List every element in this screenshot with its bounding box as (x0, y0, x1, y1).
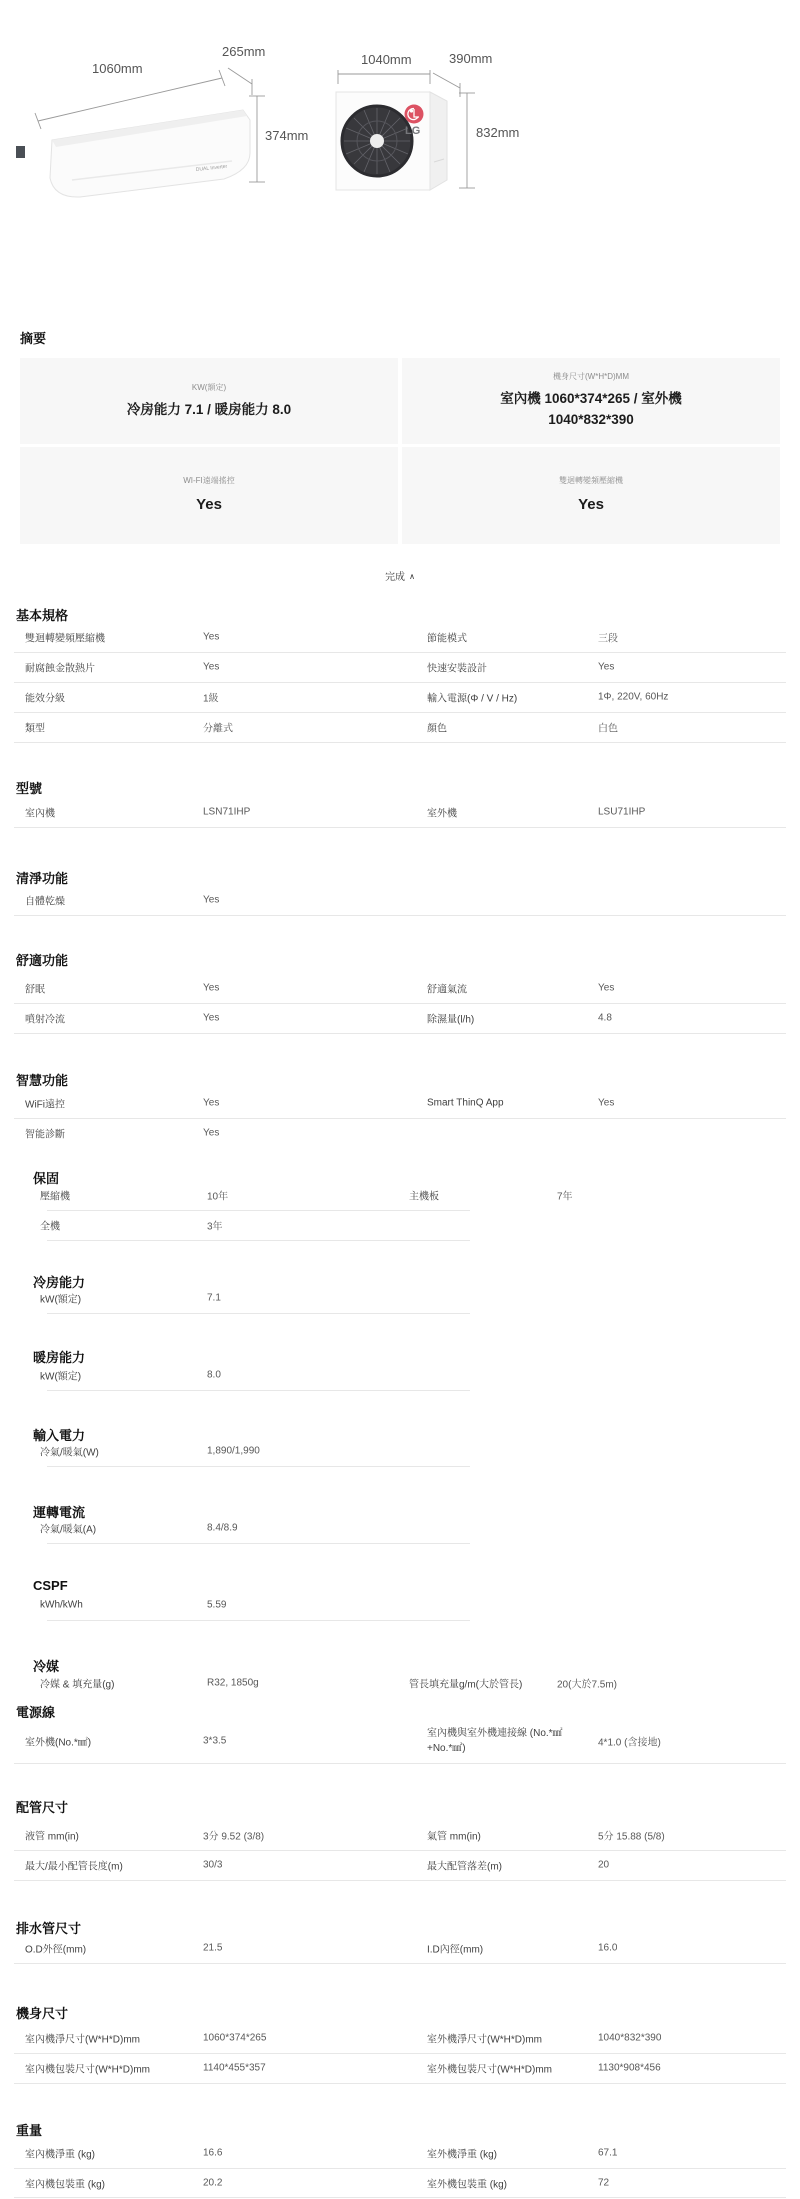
spec-label: 噴射冷流 (25, 1014, 65, 1026)
spec-value: 8.0 (207, 1369, 221, 1381)
row-divider (14, 2083, 786, 2084)
collapse-label: 完成 (385, 572, 406, 583)
summary-cell-compressor (402, 447, 780, 544)
spec-label: 室外機(No.*㎟) (25, 1737, 92, 1748)
spec-row-basic-3 (0, 712, 800, 742)
spec-row-cspf-0 (0, 1590, 800, 1620)
spec-value: 72 (598, 2177, 610, 2188)
spec-label: 舒適氣流 (427, 984, 467, 996)
section-title-clean: 清淨功能 (16, 871, 69, 886)
spec-label: 輸入電源(Φ / V / Hz) (427, 693, 518, 705)
section-title-warranty: 保固 (33, 1171, 60, 1186)
row-divider (14, 2197, 786, 2198)
spec-label: 除濕量(l/h) (427, 1014, 475, 1026)
spec-row-model-0 (0, 797, 800, 827)
spec-row-basic-1 (0, 652, 800, 682)
summary-cell-label: 機身尺寸(W*H*D)MM (553, 372, 629, 382)
spec-value: 1級 (203, 693, 219, 705)
spec-value: Yes (203, 1127, 220, 1139)
section-title-cspf: CSPF (33, 1578, 68, 1593)
summary-cell-value: 冷房能力 7.1 / 暖房能力 8.0 (126, 401, 292, 417)
outdoor-fan-hub (370, 134, 384, 148)
section-title-comfort: 舒適功能 (16, 953, 69, 968)
row-divider (47, 1390, 470, 1391)
lg-logo-text: LG (405, 125, 421, 137)
spec-value: 1130*908*456 (598, 2062, 661, 2074)
spec-label: O.D外徑(mm) (25, 1944, 87, 1956)
spec-label: 快速安裝設計 (427, 663, 487, 675)
spec-label: 室內機包裝尺寸(W*H*D)mm (25, 2064, 150, 2076)
section-title-basic: 基本規格 (16, 608, 69, 623)
product-images (0, 0, 800, 250)
spec-value: 1140*455*357 (203, 2062, 266, 2074)
spec-value: 三段 (598, 633, 618, 645)
indoor-width-label: 1060mm (92, 61, 143, 76)
outdoor-width-label: 1040mm (361, 52, 412, 67)
spec-label: 主機板 (409, 1191, 439, 1203)
spec-value: Yes (203, 982, 220, 994)
spec-value: R32, 1850g (207, 1677, 259, 1689)
spec-label: 顏色 (427, 723, 447, 735)
spec-label: 室外機 (427, 808, 457, 820)
spec-row-drain-0 (0, 1933, 800, 1963)
spec-label: 類型 (25, 723, 45, 735)
spec-label: 室外機包裝重 (kg) (427, 2179, 507, 2190)
spec-value: Yes (598, 1097, 615, 1109)
row-divider (14, 1880, 786, 1881)
spec-row-power-0 (0, 1436, 800, 1466)
spec-row-comfort-1 (0, 1003, 800, 1033)
row-divider (14, 742, 786, 743)
spec-label: kW(額定) (40, 1294, 82, 1306)
spec-label: 智能診斷 (25, 1129, 65, 1141)
spec-label: 自體乾燥 (25, 896, 65, 908)
spec-label: 節能模式 (427, 633, 467, 645)
section-title-weight: 重量 (16, 2123, 43, 2138)
spec-value: 20(大於7.5m) (557, 1679, 618, 1691)
spec-value: Yes (598, 661, 615, 673)
spec-row-clean-0 (0, 885, 800, 915)
dual-inverter-badge: DUAL Inverter (195, 163, 228, 173)
summary-cell-capacity (20, 358, 398, 444)
summary-cell-value: 室內機 1060*374*265 / 室外機 1040*832*390 (500, 391, 682, 427)
spec-value: 1060*374*265 (203, 2032, 267, 2044)
section-title-cord: 電源線 (16, 1705, 56, 1720)
indoor-unit-body (50, 110, 250, 197)
row-divider (47, 1313, 470, 1314)
section-title-model: 型號 (16, 781, 43, 796)
row-divider (14, 827, 786, 828)
spec-value: 3分 9.52 (3/8) (203, 1831, 265, 1843)
section-title-heating: 暖房能力 (33, 1350, 86, 1365)
row-divider (47, 1466, 470, 1467)
spec-row-smart-1 (0, 1118, 800, 1148)
spec-label: 室外機淨重 (kg) (427, 2149, 497, 2161)
spec-value: 30/3 (203, 1859, 223, 1871)
spec-value: 白色 (598, 723, 618, 735)
spec-label: 室外機淨尺寸(W*H*D)mm (427, 2034, 542, 2046)
spec-row-basic-2 (0, 682, 800, 712)
spec-label: 室內機 (25, 808, 55, 820)
chevron-up-icon: ∧ (409, 572, 415, 581)
spec-label: 室外機包裝尺寸(W*H*D)mm (427, 2064, 552, 2076)
spec-label: 全機 (40, 1221, 60, 1233)
spec-label: 室內機淨尺寸(W*H*D)mm (25, 2034, 140, 2046)
section-title-drain: 排水管尺寸 (16, 1921, 82, 1936)
spec-label: 冷媒 & 填充量(g) (40, 1679, 115, 1691)
section-title-refrigerant: 冷媒 (33, 1659, 60, 1674)
spec-value: 4*1.0 (含接地) (598, 1737, 661, 1748)
spec-label: kWh/kWh (40, 1599, 83, 1611)
spec-label: Smart ThinQ App (427, 1097, 504, 1109)
spec-label: 室內機與室外機連接線 (No.*㎟+No.*㎟) (427, 1727, 563, 1754)
spec-row-smart-0 (0, 1088, 800, 1118)
spec-row-piping-1 (0, 1850, 800, 1880)
spec-value: Yes (203, 1012, 220, 1024)
row-divider (14, 1963, 786, 1964)
row-divider (47, 1620, 470, 1621)
section-title-piping: 配管尺寸 (16, 1800, 69, 1815)
spec-label: WiFi遠控 (25, 1099, 65, 1111)
spec-value: Yes (598, 982, 615, 994)
spec-value: 7年 (557, 1191, 573, 1203)
outdoor-depth-label: 390mm (449, 51, 493, 66)
indoor-depth-label: 265mm (222, 44, 266, 59)
spec-value: 67.1 (598, 2147, 618, 2159)
spec-row-weight-0 (0, 2138, 800, 2168)
row-divider (14, 915, 786, 916)
spec-row-heating-0 (0, 1360, 800, 1390)
spec-row-refrigerant-0 (0, 1668, 800, 1698)
spec-label: 雙迴轉變頻壓縮機 (25, 633, 105, 645)
spec-value: 3年 (207, 1221, 223, 1233)
spec-row-warranty-0 (0, 1180, 800, 1210)
collapse-button[interactable] (0, 568, 800, 583)
spec-value: LSU71IHP (598, 806, 646, 818)
spec-label: 冷氣/暖氣(A) (40, 1524, 97, 1536)
spec-value: 20 (598, 1859, 610, 1871)
spec-value: 5分 15.88 (5/8) (598, 1831, 665, 1843)
row-divider (47, 1543, 470, 1544)
spec-value: 1Φ, 220V, 60Hz (598, 691, 669, 703)
spec-value: 10年 (207, 1191, 229, 1203)
row-divider (14, 1763, 786, 1764)
spec-value: Yes (203, 894, 220, 906)
spec-label: 耐腐蝕金散熱片 (25, 663, 95, 675)
spec-value: 1040*832*390 (598, 2032, 662, 2044)
spec-label: 室內機淨重 (kg) (25, 2149, 95, 2161)
summary-cell-label: 雙迴轉變頻壓縮機 (559, 475, 623, 485)
spec-value: 7.1 (207, 1292, 221, 1304)
spec-value: 20.2 (203, 2177, 223, 2188)
spec-value: 4.8 (598, 1012, 612, 1024)
summary-cell-wifi (20, 447, 398, 544)
spec-label: 液管 mm(in) (25, 1831, 79, 1843)
spec-row-comfort-0 (0, 973, 800, 1003)
spec-value: 3*3.5 (203, 1735, 227, 1746)
spec-label: 能效分級 (25, 693, 65, 705)
spec-value: Yes (203, 661, 220, 673)
spec-value: 分離式 (203, 723, 233, 735)
summary-title: 摘要 (20, 331, 47, 346)
spec-label: kW(額定) (40, 1371, 82, 1383)
spec-label: 氣管 mm(in) (427, 1831, 481, 1843)
section-title-smart: 智慧功能 (16, 1073, 69, 1088)
spec-row-weight-1 (0, 2168, 800, 2197)
indoor-height-label: 374mm (265, 128, 309, 143)
summary-cell-value: Yes (578, 495, 604, 513)
spec-row-body-1 (0, 2053, 800, 2083)
spec-value: Yes (203, 631, 220, 643)
summary-cell-label: KW(額定) (191, 382, 227, 392)
spec-row-body-0 (0, 2023, 800, 2053)
product-drawings (0, 0, 800, 250)
spec-value: Yes (203, 1097, 220, 1109)
indoor-energy-badge (16, 146, 25, 158)
section-title-power: 輸入電力 (33, 1428, 86, 1443)
spec-value: 21.5 (203, 1942, 223, 1954)
section-title-body: 機身尺寸 (16, 2006, 69, 2021)
spec-label: 室內機包裝重 (kg) (25, 2179, 105, 2190)
section-title-cooling: 冷房能力 (33, 1275, 86, 1290)
summary-cell-label: WI-FI遠端搖控 (183, 475, 235, 485)
spec-row-piping-0 (0, 1820, 800, 1850)
summary-cell-dimensions (402, 358, 780, 444)
spec-label: I.D內徑(mm) (427, 1944, 484, 1956)
spec-label: 最大配管落差(m) (427, 1861, 502, 1873)
spec-row-basic-0 (0, 622, 800, 652)
spec-label: 最大/最小配管長度(m) (25, 1861, 123, 1873)
spec-label: 壓縮機 (40, 1191, 70, 1203)
spec-row-cord-0 (0, 1718, 800, 1763)
spec-value: LSN71IHP (203, 806, 251, 818)
spec-label: 舒眠 (25, 984, 45, 996)
spec-label: 冷氣/暖氣(W) (40, 1447, 99, 1459)
row-divider (47, 1240, 470, 1241)
spec-label: 管長填充量g/m(大於管長) (409, 1679, 523, 1691)
spec-row-current-0 (0, 1513, 800, 1543)
spec-value: 8.4/8.9 (207, 1522, 238, 1534)
spec-value: 5.59 (207, 1599, 227, 1611)
spec-value: 1,890/1,990 (207, 1445, 260, 1457)
spec-value: 16.0 (598, 1942, 618, 1954)
outdoor-unit-side (430, 92, 447, 190)
row-divider (14, 1033, 786, 1034)
spec-row-cooling-0 (0, 1283, 800, 1313)
spec-value: 16.6 (203, 2147, 223, 2159)
section-title-current: 運轉電流 (33, 1505, 86, 1520)
outdoor-height-label: 832mm (476, 125, 520, 140)
summary-cell-value: Yes (196, 495, 222, 513)
spec-row-warranty-1 (0, 1210, 800, 1240)
